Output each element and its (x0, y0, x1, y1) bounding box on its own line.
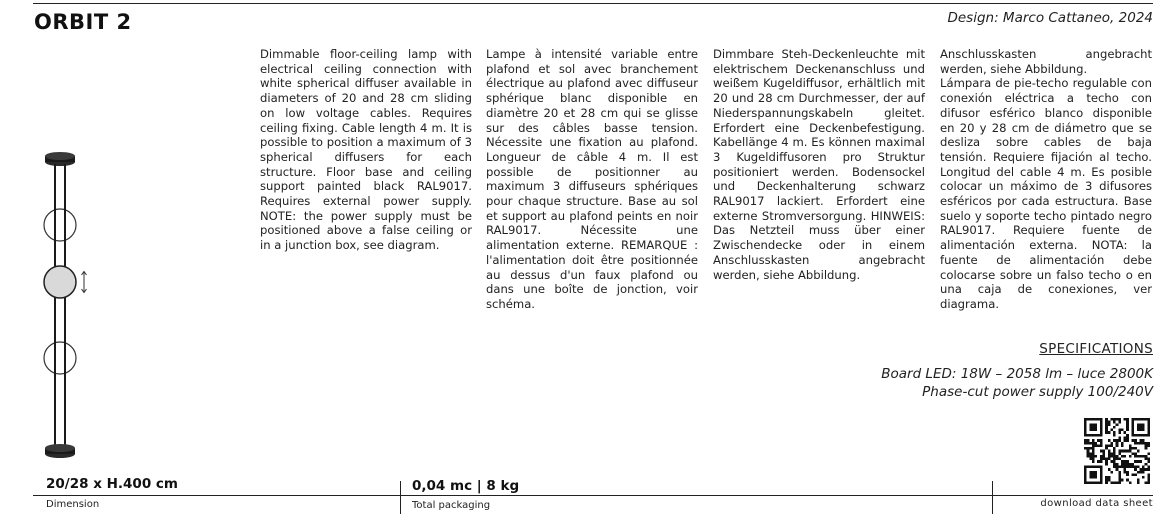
spec-power: Phase-cut power supply 100/240V (922, 384, 1153, 400)
description-fr: Lampe à intensité variable entre plafond et sol avec branchement électrique au plafond avec diffuseur sphérique blanc disponible en diamètre 20 et 28 cm qui se glisse sur des câbles basse tension. Nécessite une fixation au plafond. Longueur de câble 4 m. Il est possible de positionner au maximum 3 diffuseurs sphériques pour chaque structure. Base au sol et support au plafond peints en noir RAL9017. Nécessite une alimentation externe. REMARQUE : l'alimentation doit être positionnée au dessus d'un faux plafond ou dans une boîte de jonction, voir schéma. (486, 47, 698, 311)
dimension-value: 20/28 x H.400 cm (46, 476, 178, 492)
dimension-label: Dimension (46, 499, 100, 510)
download-datasheet-link[interactable]: download data sheet (1040, 498, 1153, 509)
footer-divider (992, 481, 993, 514)
designer-credit: Design: Marco Cattaneo, 2024 (947, 10, 1153, 26)
description-de: Dimmbare Steh-Deckenleuchte mit elektrischem Deckenanschluss und weißem Kugeldiffusor, erhältlich mit 20 und 28 cm Durchmesser, der auf Niederspannungskabeln gleitet. Erfordert eine Deckenbefestigung. Kabellänge 4 m. Es können maximal 3 Kugeldiffusoren pro Struktur positioniert werden. Bodensockel und Deckenhalterung schwarz RAL9017 lackiert. Erfordert eine externe Stromversorgung. HINWEIS: Das Netzteil muss über einer Zwischendecke oder in einem Anschlusskasten angebracht werden, siehe Abbildung. (713, 47, 925, 282)
description-es: Lámpara de pie-techo regulable con conexión eléctrica a techo con difusor esférico blanco disponible en 20 y 28 cm de diámetro que se desliza sobre cables de baja tensión. Requiere fijación al techo. Longitud del cable 4 m. Es posible colocar un máximo de 3 difusores esféricos por cada estructura. Base suelo y soporte techo pintado negro RAL9017. Requiere fuente de alimentación externa. NOTA: la fuente de alimentación debe colocarse sobre un falso techo o en una caja de conexiones, ver diagrama. (940, 76, 1152, 311)
floor-base (45, 444, 75, 458)
top-rule (33, 3, 1153, 4)
packaging-value: 0,04 mc | 8 kg (412, 478, 520, 494)
footer-rule (33, 495, 1153, 496)
ceiling-mount (45, 152, 75, 166)
cables (55, 164, 65, 446)
qr-code-icon[interactable] (1082, 418, 1152, 484)
description-es-column (940, 47, 1152, 312)
sphere-outline-bottom (44, 342, 76, 374)
specifications-heading: SPECIFICATIONS (1039, 341, 1153, 357)
footer-divider (400, 481, 401, 514)
slide-arrow-icon (82, 272, 87, 293)
sphere-diffuser (44, 266, 76, 298)
spec-led: Board LED: 18W – 2058 lm – luce 2800K (881, 366, 1153, 382)
sphere-outline-top (44, 209, 76, 241)
description-en: Dimmable floor-ceiling lamp with electrical ceiling connection with white spherical diffuser available in diameters of 20 and 28 cm sliding on low voltage cables. Requires ceiling fixing. Cable length 4 m. It is possible to position a maximum of 3 spherical diffusers for each structure. Floor base and ceiling support painted black RAL9017. Requires external power supply. NOTE: the power supply must be positioned above a false ceiling or in a junction box, see diagram. (260, 47, 472, 253)
product-drawing (38, 148, 104, 466)
packaging-label: Total packaging (412, 500, 491, 511)
product-title: ORBIT 2 (34, 10, 132, 34)
description-de-continued: Anschlusskasten angebracht werden, siehe Abbildung. (940, 47, 1152, 76)
